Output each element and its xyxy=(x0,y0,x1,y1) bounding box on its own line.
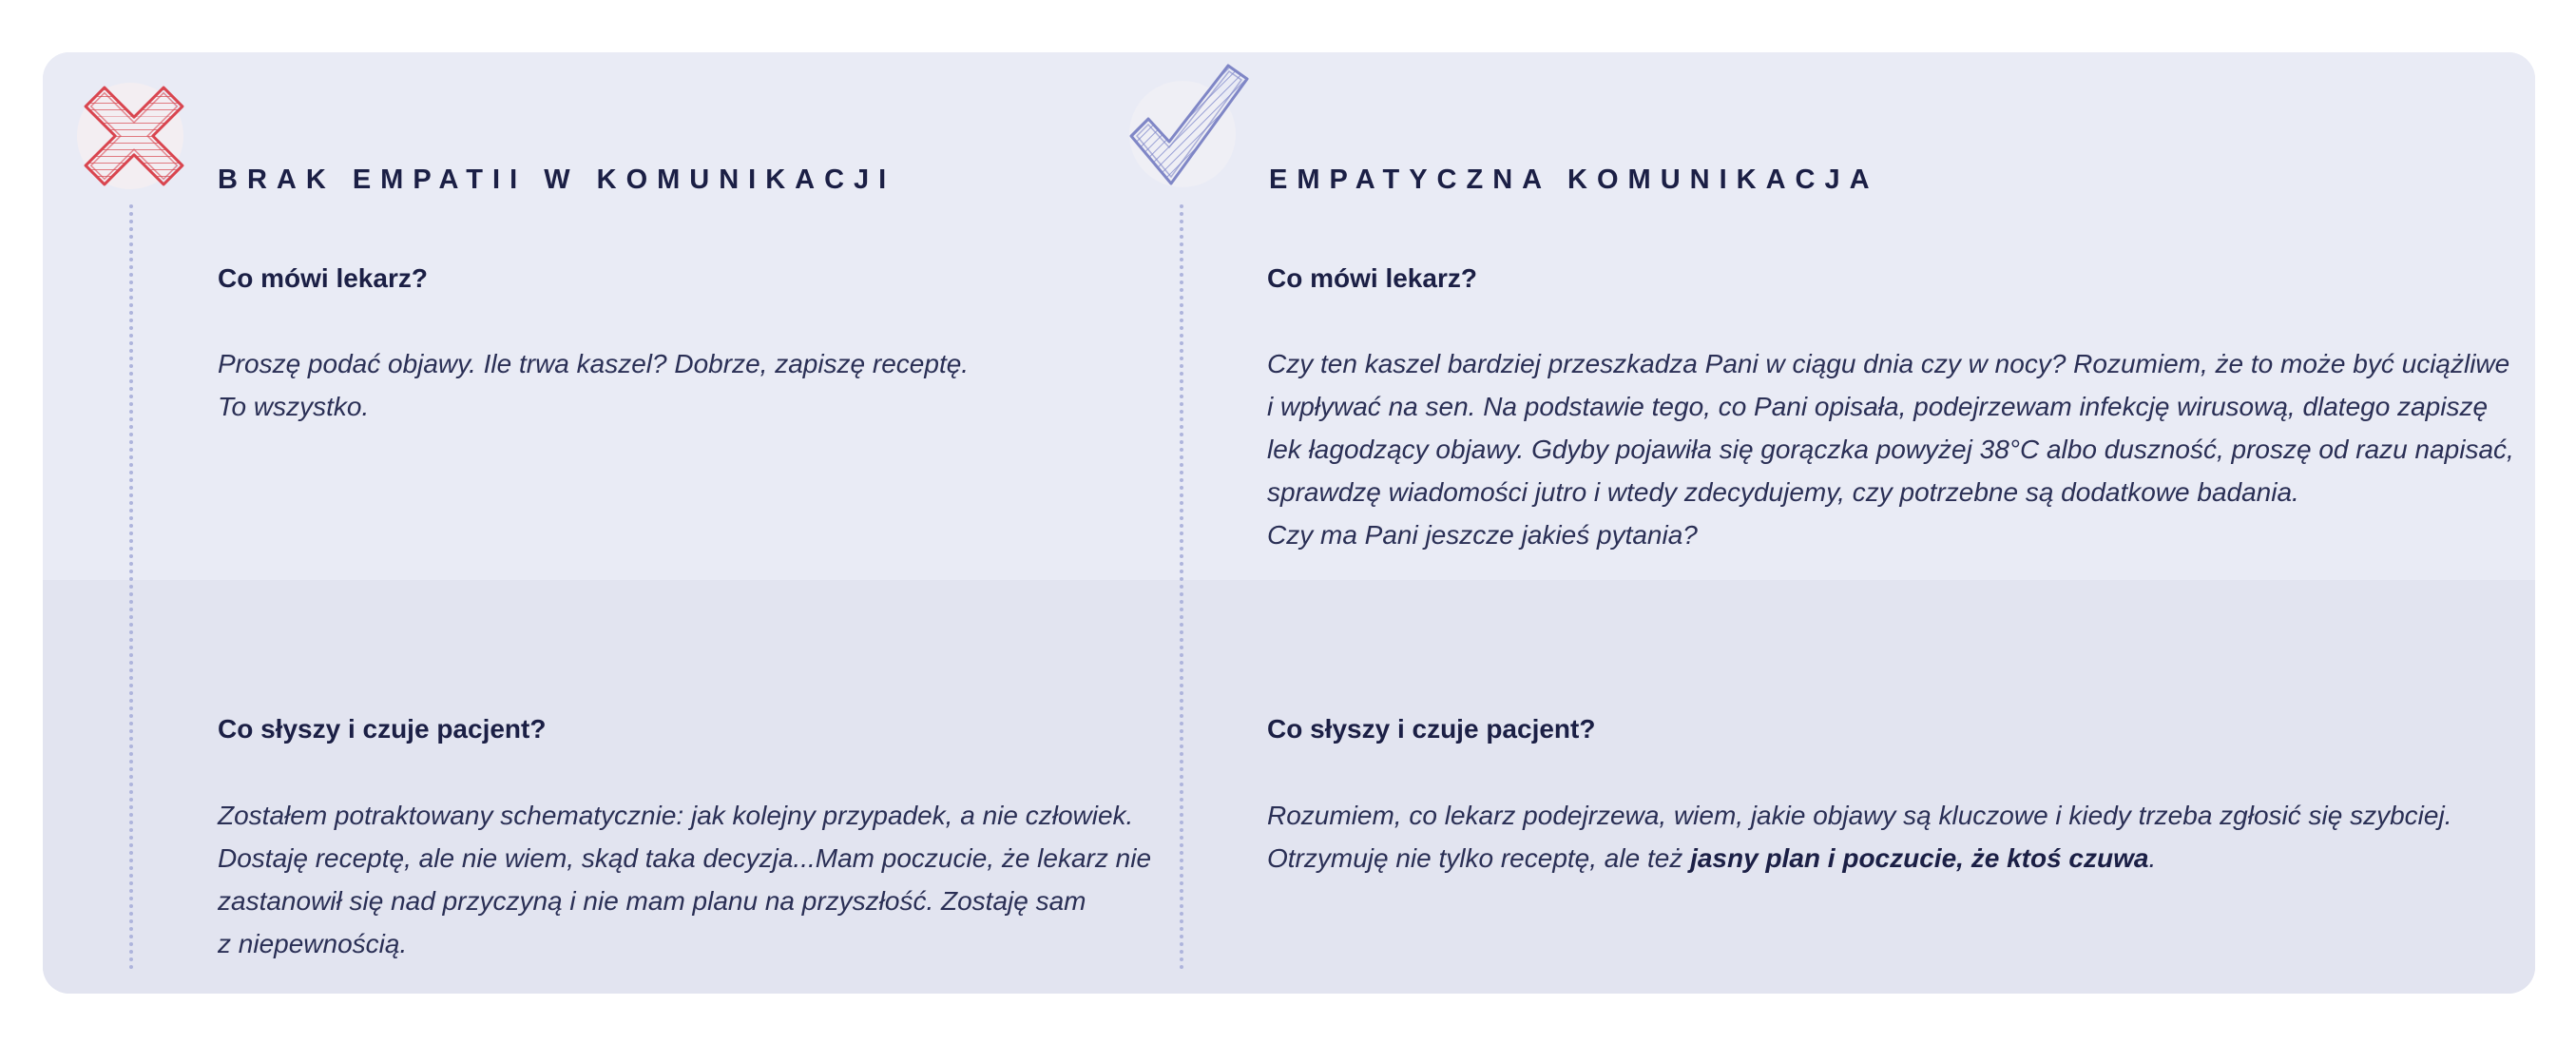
text-line: Czy ten kaszel bardziej przeszkadza Pani w ciągu dnia czy w nocy? Rozumiem, że to może być uciążliwe xyxy=(1267,349,2510,378)
text-line: i wpływać na sen. Na podstawie tego, co Pani opisała, podejrzewam infekcję wirusową, dlatego zapiszę xyxy=(1267,392,2489,421)
text-line: z niepewnością. xyxy=(218,929,408,958)
right-patient-text xyxy=(1267,794,2451,880)
left-doctor-text xyxy=(218,342,969,428)
left-patient-text xyxy=(218,794,1151,965)
text-line: Czy ma Pani jeszcze jakieś pytania? xyxy=(1267,520,1698,550)
right-patient-question: Co słyszy i czuje pacjent? xyxy=(1267,714,1596,744)
right-heading: EMPATYCZNA KOMUNIKACJA xyxy=(1269,164,1879,195)
text-line: To wszystko. xyxy=(218,392,370,421)
comparison-card xyxy=(43,52,2535,994)
left-dotted-line xyxy=(129,204,133,970)
left-doctor-question: Co mówi lekarz? xyxy=(218,263,428,293)
text-line: Zostałem potraktowany schematycznie: jak kolejny przypadek, a nie człowiek. xyxy=(218,801,1134,830)
right-doctor-question: Co mówi lekarz? xyxy=(1267,263,1477,293)
left-patient-question: Co słyszy i czuje pacjent? xyxy=(218,714,547,744)
text-line: Dostaję receptę, ale nie wiem, skąd taka decyzja...Mam poczucie, że lekarz nie xyxy=(218,843,1152,873)
right-dotted-line xyxy=(1180,204,1183,970)
check-mark-icon xyxy=(1122,62,1247,187)
right-doctor-text xyxy=(1267,342,2514,556)
text-line: Proszę podać objawy. Ile trwa kaszel? Dobrze, zapiszę receptę. xyxy=(218,349,970,378)
text-fragment: . xyxy=(2148,843,2157,873)
left-heading: BRAK EMPATII W KOMUNIKACJI xyxy=(218,164,896,195)
cross-mark-icon xyxy=(71,71,197,197)
text-line xyxy=(1267,837,2451,880)
text-line: Rozumiem, co lekarz podejrzewa, wiem, jakie objawy są kluczowe i kiedy trzeba zgłosić się szybciej. xyxy=(1267,801,2452,830)
text-line: sprawdzę wiadomości jutro i wtedy zdecydujemy, czy potrzebne są dodatkowe badania. xyxy=(1267,477,2299,507)
emphasis-text: jasny plan i poczucie, że ktoś czuwa xyxy=(1690,843,2149,873)
text-line: zastanowił się nad przyczyną i nie mam planu na przyszłość. Zostaję sam xyxy=(218,886,1086,916)
text-fragment: Otrzymuję nie tylko receptę, ale też xyxy=(1267,843,1691,873)
text-line: lek łagodzący objawy. Gdyby pojawiła się gorączka powyżej 38°C albo duszność, proszę od razu napisać, xyxy=(1267,435,2514,464)
